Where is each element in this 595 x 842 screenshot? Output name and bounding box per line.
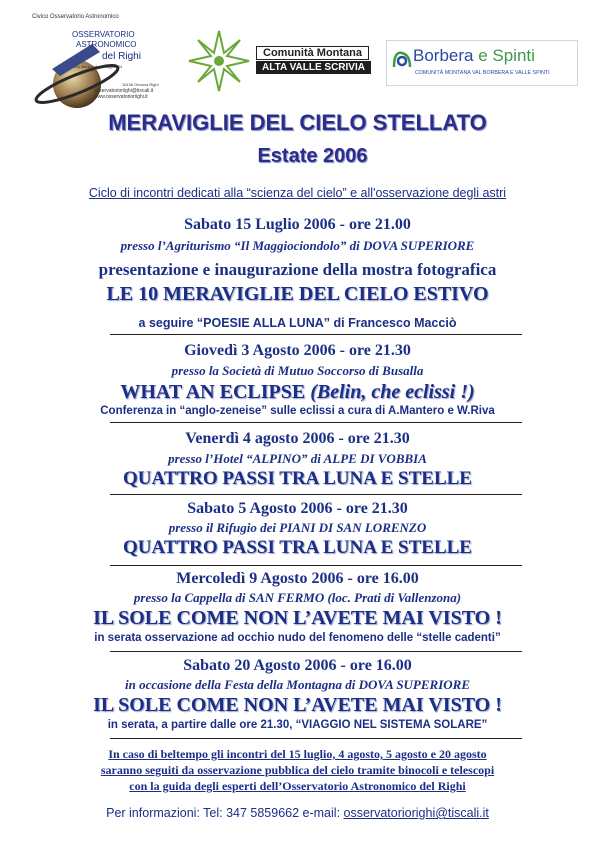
contact-info-label: Per informazioni: Tel: 347 5859662 e-mail: xyxy=(106,806,344,820)
observatory-city: 16136 Genova Righi xyxy=(122,82,159,87)
observatory-name-2: ASTRONOMICO xyxy=(76,40,137,49)
event-2-date: Giovedì 3 Agosto 2006 - ore 21.30 xyxy=(184,342,411,359)
observatory-name-1: OSSERVATORIO xyxy=(72,30,135,39)
event-1-date: Sabato 15 Luglio 2006 - ore 21.00 xyxy=(184,216,411,233)
event-6-place: in occasione della Festa della Montagna di DOVA SUPERIORE xyxy=(124,677,471,692)
event-6-title: IL SOLE COME NON L’AVETE MAI VISTO ! xyxy=(93,694,502,716)
borbera-logo-icon xyxy=(391,47,413,71)
event-3-place: presso l’Hotel “ALPINO” di ALPE DI VOBBIA xyxy=(168,451,427,466)
comunita-montana-logo xyxy=(186,28,386,100)
observatory-logo xyxy=(22,14,172,114)
event-4-place: presso il Rifugio dei PIANI DI SAN LORENZO xyxy=(168,520,427,535)
event-6-date: Sabato 20 Agosto 2006 - ore 16.00 xyxy=(183,657,412,674)
weather-line-1: In caso di beltempo gli incontri del 15 luglio, 4 agosto, 5 agosto e 20 agosto xyxy=(108,747,487,761)
event-3-title: QUATTRO PASSI TRA LUNA E STELLE xyxy=(123,468,472,489)
event-6-note: in serata, a partire dalle ore 21.30, “VIAGGIO NEL SISTEMA SOLARE” xyxy=(107,719,488,731)
divider-6 xyxy=(110,738,522,739)
event-2-title-italic: (Belin, che eclissi !) xyxy=(305,381,475,403)
event-5-title: IL SOLE COME NON L’AVETE MAI VISTO ! xyxy=(93,607,502,629)
page-subtitle: Ciclo di incontri dedicati alla “scienza del cielo” e all'osservazione degli astri xyxy=(88,186,507,200)
event-5-note: in serata osservazione ad occhio nudo del fenomeno delle “stelle cadenti” xyxy=(94,632,501,644)
weather-line-3: con la guida degli esperti dell’Osservatorio Astronomico del Righi xyxy=(129,779,466,793)
divider-1 xyxy=(110,334,522,335)
observatory-address: Via Mura delle Chiappe, 44 xyxy=(74,64,123,69)
event-4-date: Sabato 5 Agosto 2006 - ore 21.30 xyxy=(187,500,408,517)
comunita-line2: ALTA VALLE SCRIVIA xyxy=(256,61,371,74)
event-2-title xyxy=(0,381,595,404)
divider-2 xyxy=(110,422,522,423)
event-1-lead: presentazione e inaugurazione della mostra fotografica xyxy=(98,260,497,279)
divider-5 xyxy=(110,651,522,652)
borbera-subtitle: COMUNITÀ MONTANA VAL BORBERA E VALLE SPINTI xyxy=(415,70,550,76)
event-2-place: presso la Società di Mutuo Soccorso di Busalla xyxy=(171,363,424,378)
borbera-name xyxy=(413,46,535,66)
borbera-name-c: Spinti xyxy=(492,46,535,65)
event-1-note: a seguire “POESIE ALLA LUNA” di Francesco Macciò xyxy=(138,316,457,330)
star-logo-icon xyxy=(186,28,252,94)
event-4-title: QUATTRO PASSI TRA LUNA E STELLE xyxy=(123,537,472,558)
event-1-title: LE 10 MERAVIGLIE DEL CIELO ESTIVO xyxy=(106,283,489,305)
contact-info xyxy=(0,806,595,820)
season-title: Estate 2006 xyxy=(257,145,368,167)
event-5-place: presso la Cappella di SAN FERMO (loc. Prati di Vallenzona) xyxy=(133,590,462,605)
divider-4 xyxy=(110,565,522,566)
weather-line-2: saranno seguiti da osservazione pubblica del cielo tramite binocoli e telescopi xyxy=(100,763,495,777)
borbera-name-a: Borbera xyxy=(413,46,474,65)
observatory-web: www.osservatorioriighi.it xyxy=(94,94,148,100)
contact-email-link[interactable]: osservatoriorighi@tiscali.it xyxy=(343,806,489,820)
event-2-note: Conferenza in “anglo-zeneise” sulle eclissi a cura di A.Mantero e W.Riva xyxy=(100,405,495,417)
observatory-arc-text: Civico Osservatorio Astronomico xyxy=(32,14,119,20)
event-1-place: presso l’Agriturismo “Il Maggiociondolo” di DOVA SUPERIORE xyxy=(120,238,475,253)
page-title: MERAVIGLIE DEL CIELO STELLATO xyxy=(108,110,487,135)
event-2-title-main: WHAT AN ECLIPSE xyxy=(120,381,306,403)
event-5-date: Mercoledì 9 Agosto 2006 - ore 16.00 xyxy=(176,570,419,587)
borbera-name-b: e xyxy=(473,46,493,65)
observatory-name-3: del Righi xyxy=(102,51,141,62)
event-3-date: Venerdì 4 agosto 2006 - ore 21.30 xyxy=(185,430,410,447)
divider-3 xyxy=(110,494,522,495)
comunita-line1: Comunità Montana xyxy=(256,46,369,60)
borbera-logo xyxy=(386,40,578,86)
observatory-email: osservatorioriighi@tiscali.it xyxy=(94,88,154,94)
